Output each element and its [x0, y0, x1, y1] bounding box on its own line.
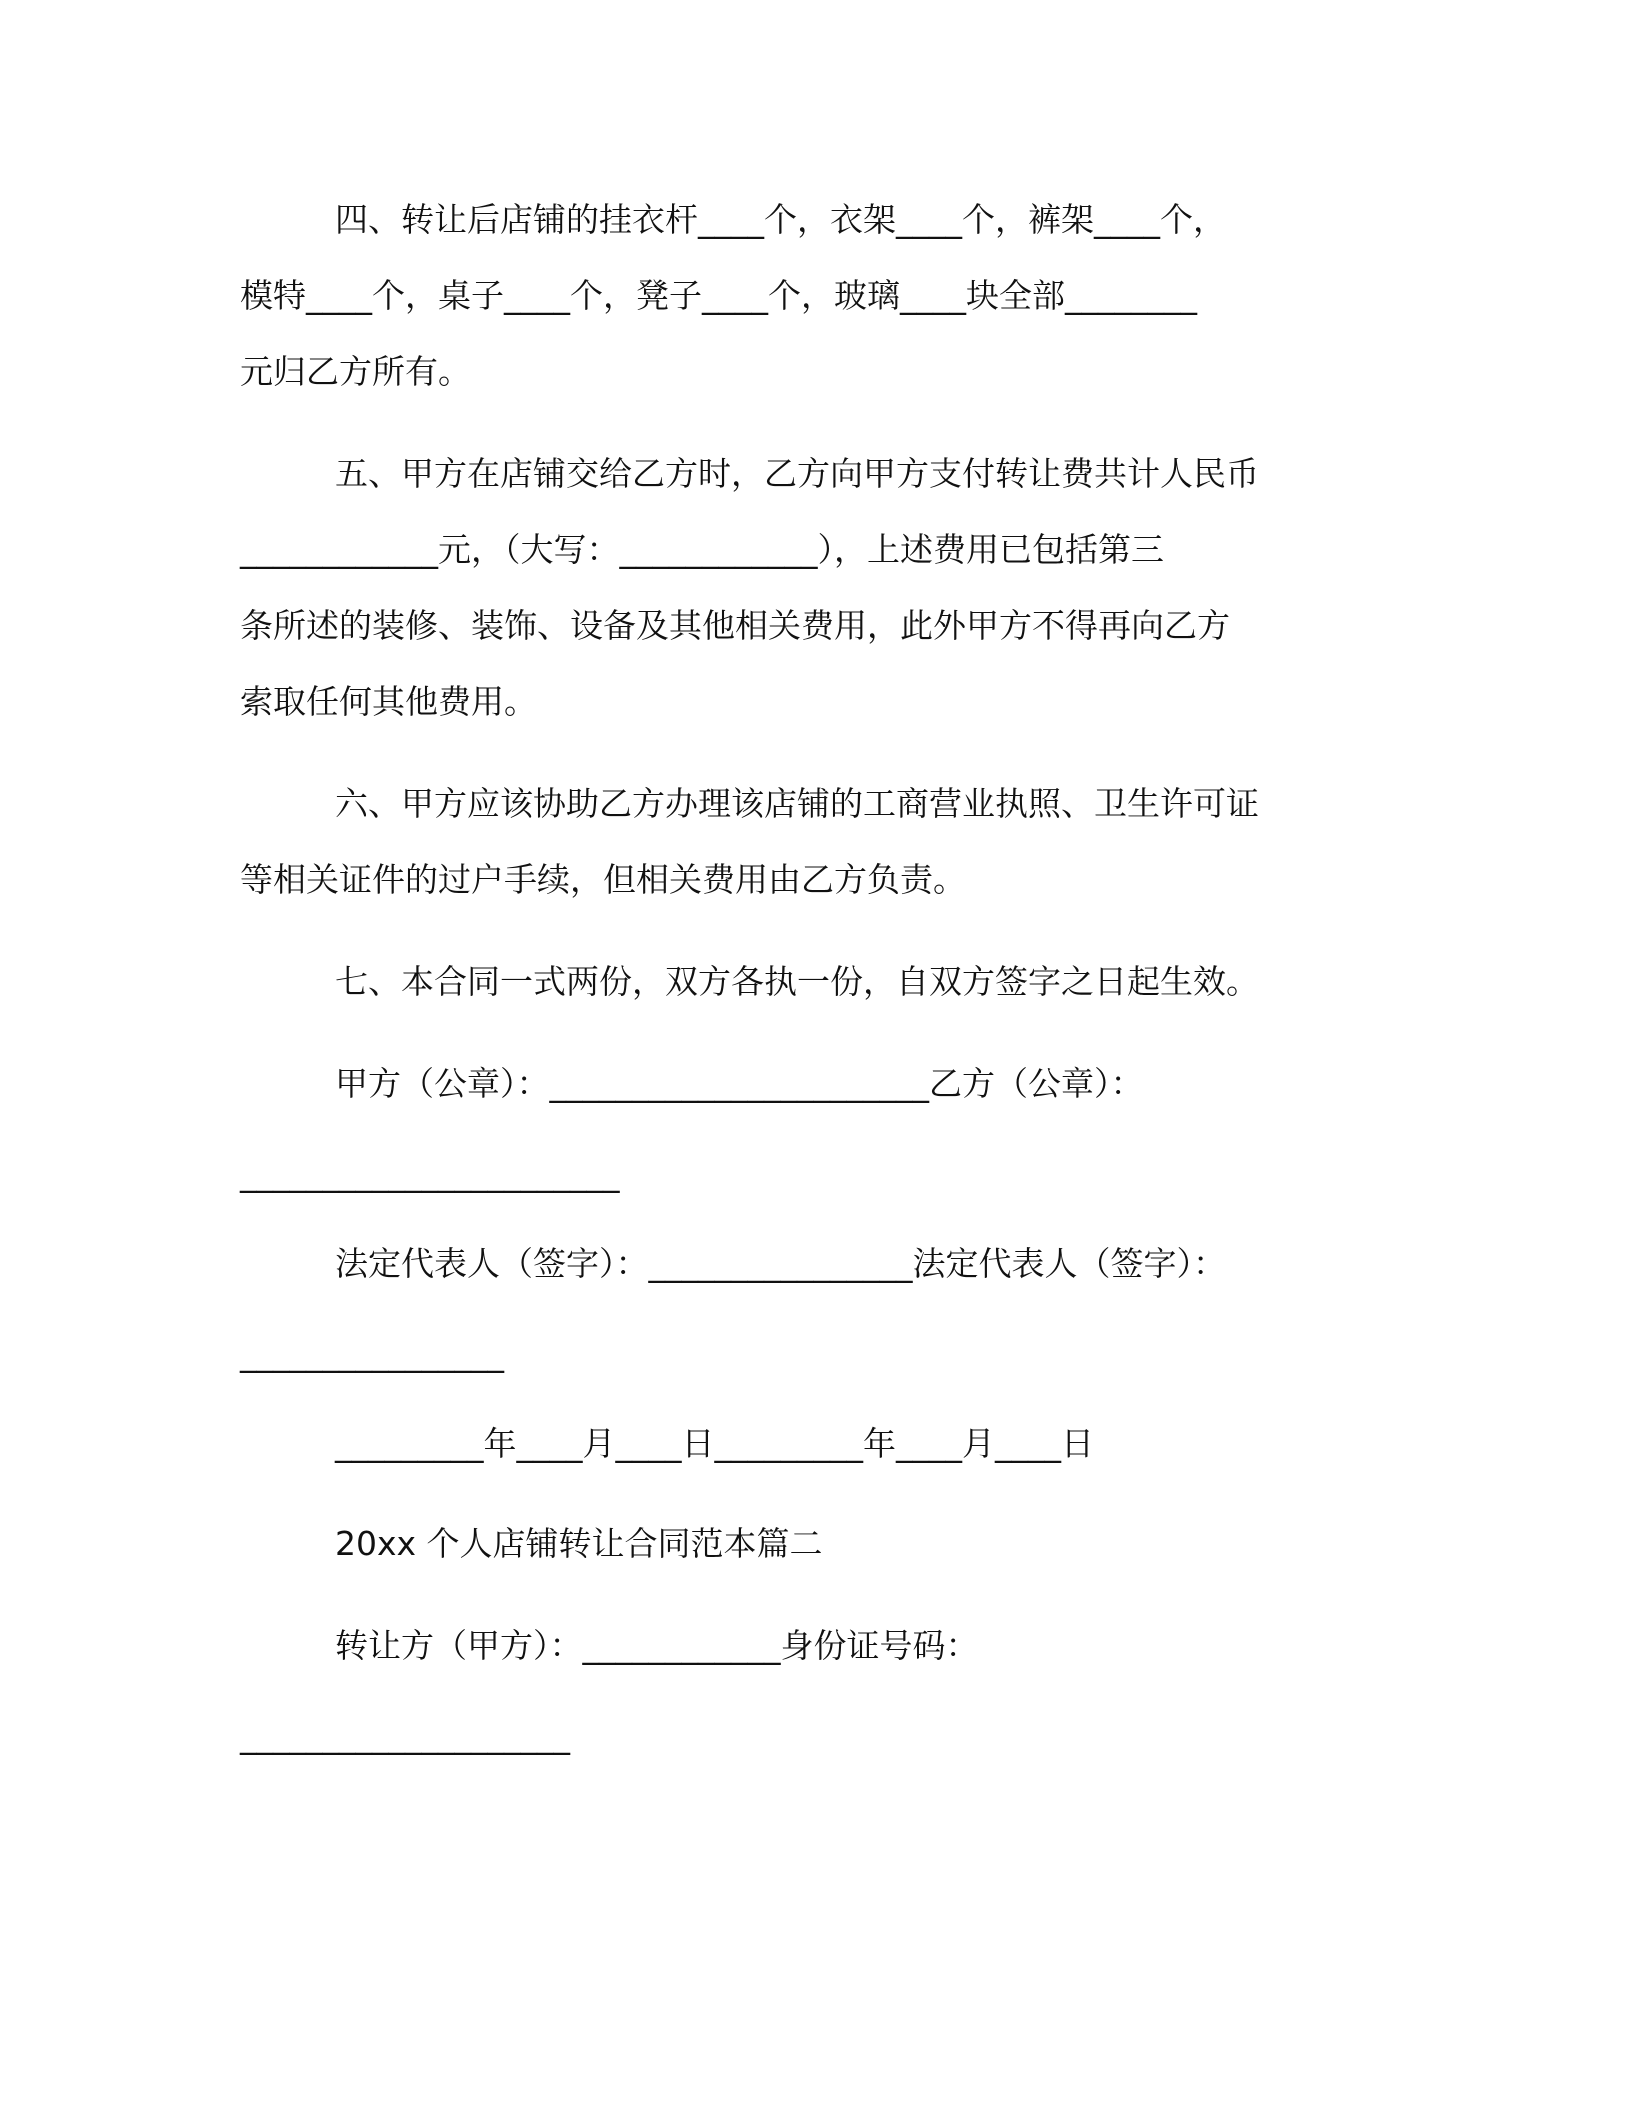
party-seal-blank: _______________________ — [240, 1154, 620, 1193]
clause-5-line-1: 五、甲方在店铺交给乙方时，乙方向甲方支付转让费共计人民币 — [335, 454, 1259, 493]
transferor-line: 转让方（甲方）：____________身份证号码： — [335, 1626, 979, 1665]
clause-4-line-1: 四、转让后店铺的挂衣杆____个，衣架____个，裤架____个， — [335, 200, 1226, 239]
clause-5-line-3: 条所述的装修、装饰、设备及其他相关费用，此外甲方不得再向乙方 — [240, 606, 1230, 645]
date-line: _________年____月____日_________年____月____日 — [335, 1424, 1094, 1463]
clause-6-line-1: 六、甲方应该协助乙方办理该店铺的工商营业执照、卫生许可证 — [335, 784, 1259, 823]
clause-5-line-4: 索取任何其他费用。 — [240, 682, 537, 721]
transferor-id-blank: ____________________ — [240, 1716, 570, 1755]
clause-5-line-2: ____________元，（大写：____________），上述费用已包括第三 — [240, 530, 1164, 569]
party-seal-line: 甲方（公章）：_______________________乙方（公章）： — [335, 1064, 1144, 1103]
clause-4-line-2: 模特____个，桌子____个，凳子____个，玻璃____块全部________ — [240, 276, 1197, 315]
legal-rep-blank: ________________ — [240, 1334, 504, 1373]
clause-7-line-1: 七、本合同一式两份，双方各执一份，自双方签字之日起生效。 — [335, 962, 1259, 1001]
legal-rep-line: 法定代表人（签字）：________________法定代表人（签字）： — [335, 1244, 1226, 1283]
clause-6-line-2: 等相关证件的过户手续，但相关费用由乙方负责。 — [240, 860, 966, 899]
clause-4-line-3: 元归乙方所有。 — [240, 352, 471, 391]
section-title: 20xx 个人店铺转让合同范本篇二 — [335, 1524, 823, 1563]
